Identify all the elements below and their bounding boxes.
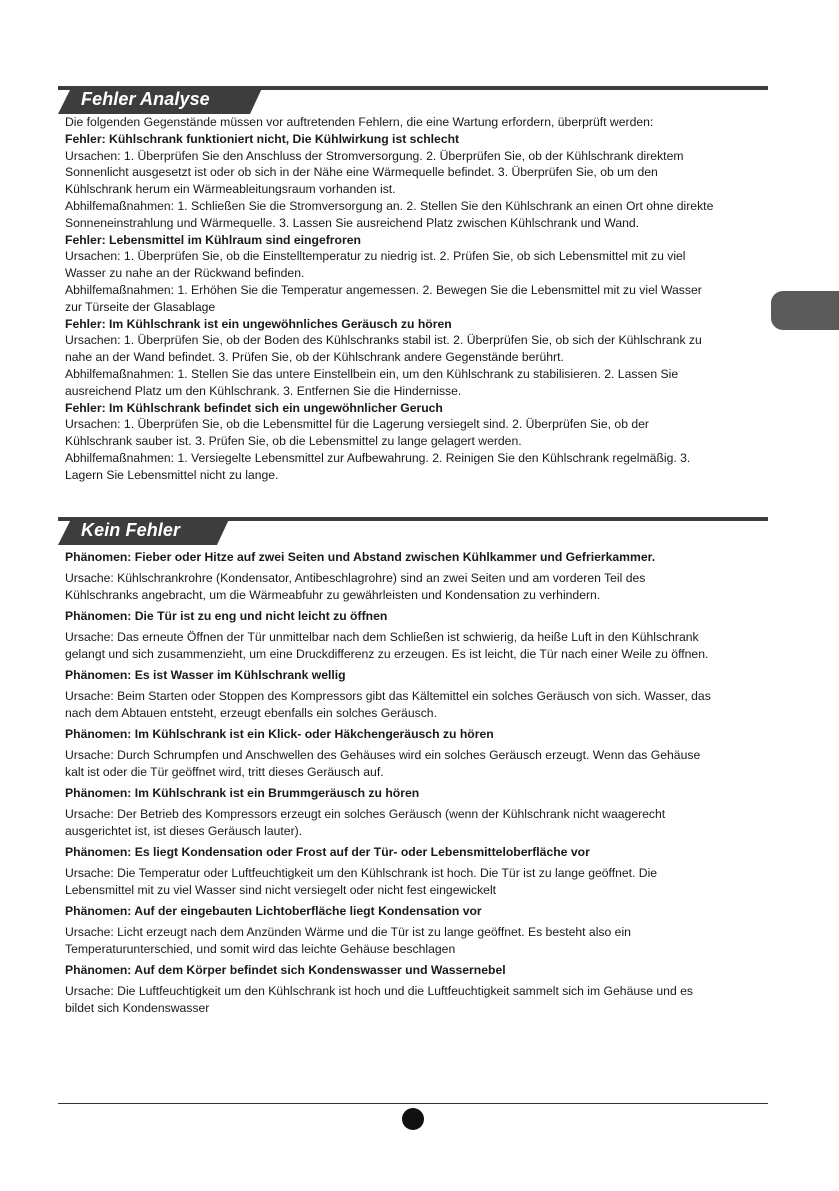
- chapter-side-tab: [771, 291, 839, 330]
- phenomenon-heading: Phänomen: Die Tür ist zu eng und nicht leicht zu öffnen: [65, 609, 388, 623]
- fault-remedies: Abhilfemaßnahmen: 1. Schließen Sie die Stromversorgung an. 2. Stellen Sie den Kühlschrank an einen Ort ohne direkte Sonneneinstrahlung und Wärmequelle. 3. Lassen Sie ausreichend Platz zwischen Kühlschrank und Wand.: [65, 198, 714, 230]
- fault-remedies: Abhilfemaßnahmen: 1. Versiegelte Lebensmittel zur Aufbewahrung. 2. Reinigen Sie den Kühlschrank regelmäßig. 3. Lagern Sie Lebensmittel nicht zu lange.: [65, 450, 691, 482]
- fault-causes: Ursachen: 1. Überprüfen Sie, ob die Einstelltemperatur zu niedrig ist. 2. Prüfen Sie, ob sich Lebensmittel mit zu viel Wasser zu nahe an der Rückwand befinden.: [65, 249, 686, 281]
- phenomenon-cause: Ursache: Kühlschrankrohre (Kondensator, Antibeschlagrohre) sind an zwei Seiten und am vorderen Teil des Kühlschranks angebracht, um die Wärmeabfuhr zu gewährleisten und Kondensation zu verhindern.: [65, 571, 646, 602]
- section-title: Kein Fehler: [81, 520, 181, 540]
- section-header-fehler-analyse: [58, 86, 768, 114]
- fault-heading: Fehler: Im Kühlschrank ist ein ungewöhnliches Geräusch zu hören: [65, 316, 452, 331]
- phenomenon-heading: Phänomen: Auf der eingebauten Lichtoberfläche liegt Kondensation vor: [65, 904, 482, 918]
- intro-text: Die folgenden Gegenstände müssen vor auftretenden Fehlern, die eine Wartung erfordern, überprüft werden:: [65, 115, 654, 129]
- no-fault-content: [65, 549, 715, 1017]
- fault-item: [65, 316, 715, 400]
- footer-rule: [58, 1103, 768, 1104]
- phenomenon-item: [65, 667, 715, 722]
- phenomenon-item: [65, 962, 715, 1017]
- page-number-marker: [402, 1108, 424, 1130]
- phenomenon-cause: Ursache: Die Temperatur oder Luftfeuchtigkeit um den Kühlschrank ist hoch. Die Tür ist zu lange geöffnet. Die Lebensmittel mit zu viel Wasser sind nicht versiegelt oder nicht fest eingewickelt: [65, 866, 658, 897]
- phenomenon-cause: Ursache: Durch Schrumpfen und Anschwellen des Gehäuses wird ein solches Geräusch erzeugt. Wenn das Gehäuse kalt ist oder die Tür geöffnet wird, tritt dieses Geräusch auf.: [65, 748, 701, 779]
- fault-item: [65, 232, 715, 316]
- phenomenon-cause: Ursache: Das erneute Öffnen der Tür unmittelbar nach dem Schließen ist schwierig, da heiße Luft in den Kühlschrank gelangt und sich zusammenzieht, um eine Druckdifferenz zu erzeugen. Es ist leicht, die Tür nach einer Weile zu öffnen.: [65, 630, 709, 661]
- fault-causes: Ursachen: 1. Überprüfen Sie, ob der Boden des Kühlschranks stabil ist. 2. Überprüfen Sie, ob sich der Kühlschrank zu nahe an der Wand befindet. 3. Prüfen Sie, ob der Kühlschrank andere Gegenstände berührt.: [65, 333, 702, 365]
- fault-causes: Ursachen: 1. Überprüfen Sie, ob die Lebensmittel für die Lagerung versiegelt sind. 2. Überprüfen Sie, ob der Kühlschrank sauber ist. 3. Prüfen Sie, ob die Lebensmittel zu lange gelagert werden.: [65, 417, 649, 449]
- phenomenon-heading: Phänomen: Auf dem Körper befindet sich Kondenswasser und Wassernebel: [65, 963, 506, 977]
- fault-causes: Ursachen: 1. Überprüfen Sie den Anschluss der Stromversorgung. 2. Überprüfen Sie, ob der Kühlschrank direktem Sonnenlicht ausgesetzt ist oder ob sich in der Nähe eine Wärmequelle befindet. 3. Überprüfen Sie, ob um den Kühlschrank herum ein Wärmeableitungsraum vorhanden ist.: [65, 148, 684, 197]
- phenomenon-heading: Phänomen: Es ist Wasser im Kühlschrank wellig: [65, 668, 346, 682]
- fault-heading: Fehler: Lebensmittel im Kühlraum sind eingefroren: [65, 232, 361, 247]
- section-header-kein-fehler: [58, 517, 768, 545]
- phenomenon-item: [65, 903, 715, 958]
- fault-heading: Fehler: Im Kühlschrank befindet sich ein ungewöhnlicher Geruch: [65, 400, 443, 415]
- phenomenon-item: [65, 844, 715, 899]
- fault-remedies: Abhilfemaßnahmen: 1. Stellen Sie das untere Einstellbein ein, um den Kühlschrank zu stabilisieren. 2. Lassen Sie ausreichend Platz um den Kühlschrank. 3. Entfernen Sie die Hindernisse.: [65, 366, 679, 398]
- phenomenon-cause: Ursache: Licht erzeugt nach dem Anzünden Wärme und die Tür ist zu lange geöffnet. Es besteht also ein Temperaturunterschied, und somit wird das leichte Gehäuse beschlagen: [65, 925, 631, 956]
- phenomenon-item: [65, 608, 715, 663]
- fault-analysis-content: [65, 114, 715, 484]
- phenomenon-heading: Phänomen: Im Kühlschrank ist ein Brummgeräusch zu hören: [65, 786, 420, 800]
- fault-item: [65, 131, 715, 232]
- phenomenon-heading: Phänomen: Fieber oder Hitze auf zwei Seiten und Abstand zwischen Kühlkammer und Gefrierkammer.: [65, 550, 656, 564]
- phenomenon-cause: Ursache: Beim Starten oder Stoppen des Kompressors gibt das Kältemittel ein solches Geräusch von sich. Wasser, das nach dem Abtauen entsteht, erzeugt ebenfalls ein solches Geräusch.: [65, 689, 711, 720]
- section-title: Fehler Analyse: [81, 89, 210, 109]
- fault-heading: Fehler: Kühlschrank funktioniert nicht, Die Kühlwirkung ist schlecht: [65, 131, 460, 146]
- phenomenon-heading: Phänomen: Im Kühlschrank ist ein Klick- oder Häkchengeräusch zu hören: [65, 727, 494, 741]
- phenomenon-item: [65, 549, 715, 604]
- phenomenon-cause: Ursache: Der Betrieb des Kompressors erzeugt ein solches Geräusch (wenn der Kühlschrank nicht waagerecht ausgerichtet ist, ist dieses Geräusch lauter).: [65, 807, 666, 838]
- fault-remedies: Abhilfemaßnahmen: 1. Erhöhen Sie die Temperatur angemessen. 2. Bewegen Sie die Lebensmittel mit zu viel Wasser zur Türseite der Glasablage: [65, 282, 702, 314]
- phenomenon-item: [65, 726, 715, 781]
- phenomenon-heading: Phänomen: Es liegt Kondensation oder Frost auf der Tür- oder Lebensmitteloberfläche vor: [65, 845, 590, 859]
- phenomenon-item: [65, 785, 715, 840]
- fault-item: [65, 400, 715, 484]
- phenomenon-cause: Ursache: Die Luftfeuchtigkeit um den Kühlschrank ist hoch und die Luftfeuchtigkeit sammelt sich im Gehäuse und es bildet sich Kondenswasser: [65, 984, 693, 1015]
